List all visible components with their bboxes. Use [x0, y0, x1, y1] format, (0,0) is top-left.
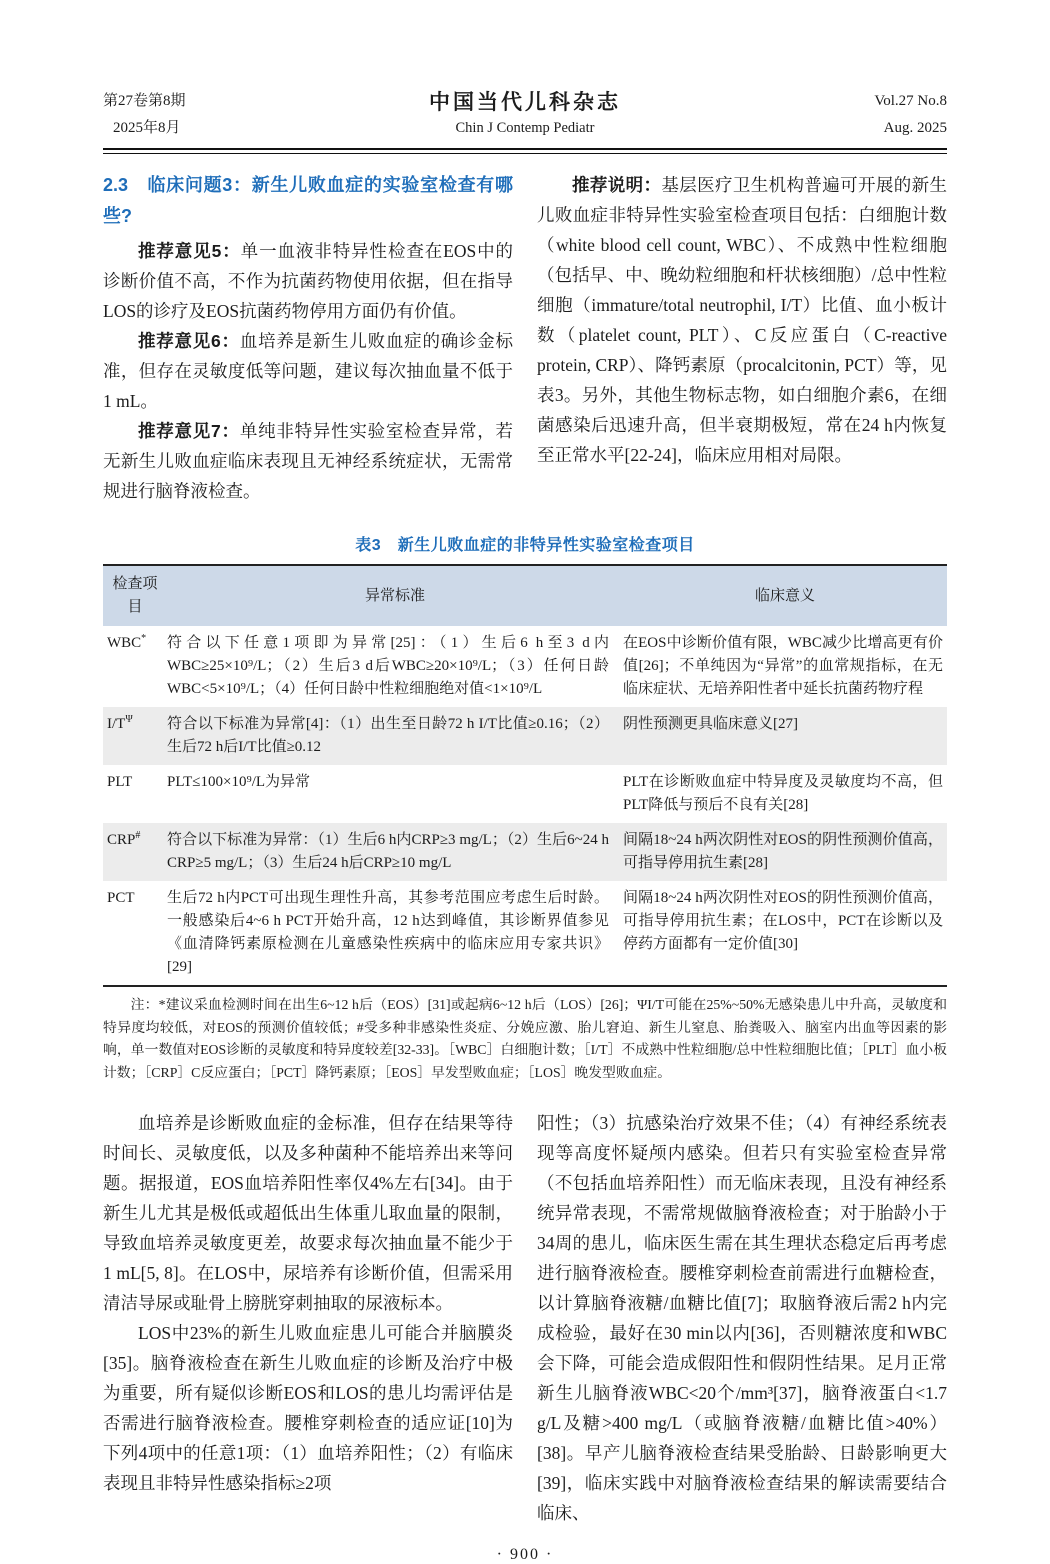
recommendation-5: [103, 236, 513, 326]
item-sup: *: [141, 633, 147, 644]
item-sup: Ψ: [125, 714, 133, 725]
running-head-left: [103, 88, 303, 142]
recommendation-6: [103, 326, 513, 416]
table3-block: [103, 532, 947, 1084]
table-row: [103, 626, 947, 707]
row-item-label: [103, 881, 167, 986]
recommendation-note-text: 基层医疗卫生机构普遍可开展的新生儿败血症非特异性实验室检查项目包括：白细胞计数（white blood cell count, WBC）、不成熟中性粒细胞（包括早、中、晚幼粒细胞和杆状核细胞）/总中性粒细胞（immature/total neutrophil, I/T）比值、血小板计数（platelet count, PLT）、C反应蛋白（C-reactive protein, CRP）、降钙素原（procalcitonin, PCT）等，见表3。另外，其他生物标志物，如白细胞介素6，在细菌感染后迅速升高，但半衰期极短，常在24 h内恢复至正常水平[22-24]，临床应用相对局限。: [537, 175, 947, 465]
col-header-significance: 临床意义: [623, 565, 947, 626]
recommendation-7-text: 单纯非特异性实验室检查异常，若无新生儿败血症临床表现且无神经系统症状，无需常规进行脑脊液检查。: [103, 421, 513, 501]
running-head-center: [303, 88, 747, 140]
row-criteria: 生后72 h内PCT可出现生理性升高，其参考范围应考虑生后时龄。一般感染后4~6 h PCT开始升高，12 h达到峰值，其诊断界值参见《血清降钙素原检测在儿童感染性疾病中的临床应用专家共识》[29]: [167, 890, 609, 975]
item-sup: #: [135, 830, 141, 841]
table-row: [103, 823, 947, 881]
upper-left-column: [103, 170, 513, 506]
row-criteria: PLT≤100×10⁹/L为异常: [167, 774, 311, 790]
item-text: WBC: [107, 635, 142, 651]
row-item-label: [103, 765, 167, 823]
item-text: I/T: [107, 716, 126, 732]
row-item-label: [103, 626, 167, 707]
row-item-label: [103, 707, 167, 765]
recommendation-note: [537, 170, 947, 470]
section-heading: 2.3 临床问题3：新生儿败血症的实验室检查有哪些?: [103, 175, 513, 226]
row-significance: PLT在诊断败血症中特异度及灵敏度均不高，但PLT降低与预后不良有关[28]: [623, 774, 943, 813]
row-criteria: 符合以下任意1项即为异常[25]：（1）生后6 h至3 d内WBC≥25×10⁹/L；（2）生后3 d后WBC≥20×10⁹/L；（3）任何日龄WBC<5×10⁹/L；（4）任何日龄中性粒细胞绝对值<1×10⁹/L: [167, 635, 609, 697]
row-significance: 间隔18~24 h两次阴性对EOS的阴性预测价值高，可指导停用抗生素[28]: [623, 823, 947, 881]
page-number: · 900 ·: [496, 1546, 554, 1563]
running-head-right: [747, 88, 947, 142]
lower-columns: [103, 1108, 947, 1528]
recommendation-note-lead: 推荐说明：: [572, 175, 662, 195]
item-text: PCT: [107, 890, 135, 906]
row-criteria: 符合以下标准为异常：（1）生后6 h内CRP≥3 mg/L；（2）生后6~24 h CRP≥5 mg/L；（3）生后24 h后CRP≥10 mg/L: [167, 823, 623, 881]
col-header-criteria: 异常标准: [167, 565, 623, 626]
body-paragraph-blood-culture: 血培养是诊断败血症的金标准，但存在结果等待时间长、灵敏度低，以及多种菌种不能培养出来等问题。据报道，EOS血培养阳性率仅4%左右[34]。由于新生儿尤其是极低或超低出生体重儿取血量的限制，导致血培养灵敏度更差，故要求每次抽血量不能少于1 mL[5, 8]。在LOS中，尿培养有诊断价值，但需采用清洁导尿或耻骨上膀胱穿刺抽取的尿液标本。: [103, 1113, 513, 1313]
date-en: Aug. 2025: [883, 120, 947, 136]
item-text: CRP: [107, 832, 136, 848]
recommendation-6-lead: 推荐意见6：: [138, 331, 240, 351]
lower-right-column: [537, 1108, 947, 1528]
body-paragraph-csf-continued: 阳性；（3）抗感染治疗效果不佳；（4）有神经系统表现等高度怀疑颅内感染。但若只有实验室检查异常（不包括血培养阳性）而无临床表现，且没有神经系统异常表现，不需常规做脑脊液检查；对于胎龄小于34周的患儿，临床医生需在其生理状态稳定后再考虑进行脑脊液检查。腰椎穿刺检查前需进行血糖检查，以计算脑脊液糖/血糖比值[7]；取脑脊液后需2 h内完成检验，最好在30 min以内[36]，否则糖浓度和WBC会下降，可能会造成假阳性和假阴性结果。足月正常新生儿脑脊液WBC<20个/mm³[37]，脑脊液蛋白<1.7 g/L及糖>400 mg/L（或脑脊液糖/血糖比值>40%）[38]。早产儿脑脊液检查结果受胎龄、日龄影响更大[39]，临床实践中对脑脊液检查结果的解读需要结合临床、: [537, 1113, 947, 1523]
journal-page: [103, 0, 947, 1564]
recommendation-7-lead: 推荐意见7：: [138, 421, 240, 441]
table-footnote: 注：*建议采血检测时间在出生6~12 h后（EOS）[31]或起病6~12 h后（LOS）[26]；ΨI/T可能在25%~50%无感染患儿中升高，灵敏度和特异度均较低，对EOS的预测价值较低；#受多种非感染性炎症、分娩应激、胎儿窘迫、新生儿窒息、胎粪吸入、脑室内出血等因素的影响，单一数值对EOS诊断的灵敏度和特异度较差[32-33]。［WBC］白细胞计数；［I/T］不成熟中性粒细胞/总中性粒细胞比值；［PLT］血小板计数；［CRP］C反应蛋白；［PCT］降钙素原；［EOS］早发型败血症；［LOS］晚发型败血症。: [103, 997, 947, 1080]
table-row: [103, 707, 947, 765]
body-paragraph-csf: LOS中23%的新生儿败血症患儿可能合并脑膜炎[35]。脑脊液检查在新生儿败血症的诊断及治疗中极为重要，所有疑似诊断EOS和LOS的患儿均需评估是否需进行脑脊液检查。腰椎穿刺检查的适应证[10]为下列4项中的任意1项：（1）血培养阳性；（2）有临床表现且非特异性感染指标≥2项: [103, 1323, 513, 1493]
row-criteria: 符合以下标准为异常[4]：（1）出生至日龄72 h I/T比值≥0.16；（2）生后72 h后I/T比值≥0.12: [167, 707, 623, 765]
row-significance: 阴性预测更具临床意义[27]: [623, 707, 947, 765]
table3-title: 表3 新生儿败血症的非特异性实验室检查项目: [355, 537, 695, 554]
recommendation-6-text: 血培养是新生儿败血症的确诊金标准，但存在灵敏度低等问题，建议每次抽血量不低于1 mL。: [103, 331, 513, 411]
recommendation-5-lead: 推荐意见5：: [138, 241, 241, 261]
issue-en: Vol.27 No.8: [874, 93, 947, 109]
row-significance: 在EOS中诊断价值有限，WBC减少比增高更有价值[26]；不单纯因为“异常”的血常规指标，在无临床症状、无培养阳性者中延长抗菌药物疗程: [623, 635, 943, 697]
row-significance: 间隔18~24 h两次阴性对EOS的阴性预测价值高，可指导停用抗生素；在LOS中，PCT在诊断以及停药方面都有一定价值[30]: [623, 890, 943, 952]
table-row: [103, 765, 947, 823]
table-header-row: [103, 565, 947, 626]
col-header-item: 检查项目: [103, 565, 167, 626]
header-divider: [103, 148, 947, 154]
journal-title-en: Chin J Contemp Pediatr: [455, 120, 595, 136]
recommendation-7: [103, 416, 513, 506]
date-cn: 2025年8月: [113, 120, 181, 136]
recommendation-5-text: 单一血液非特异性检查在EOS中的诊断价值不高，不作为抗菌药物使用依据，但在指导LOS的诊疗及EOS抗菌药物停用方面仍有价值。: [103, 241, 514, 321]
table-row: [103, 881, 947, 986]
item-text: PLT: [107, 774, 133, 790]
issue-cn: 第27卷第8期: [103, 93, 186, 109]
running-head: [103, 0, 947, 142]
upper-columns: [103, 170, 947, 506]
journal-title-cn: 中国当代儿科杂志: [429, 90, 621, 114]
row-item-label: [103, 823, 167, 881]
table3: [103, 564, 947, 987]
upper-right-column: [537, 170, 947, 506]
lower-left-column: [103, 1108, 513, 1528]
